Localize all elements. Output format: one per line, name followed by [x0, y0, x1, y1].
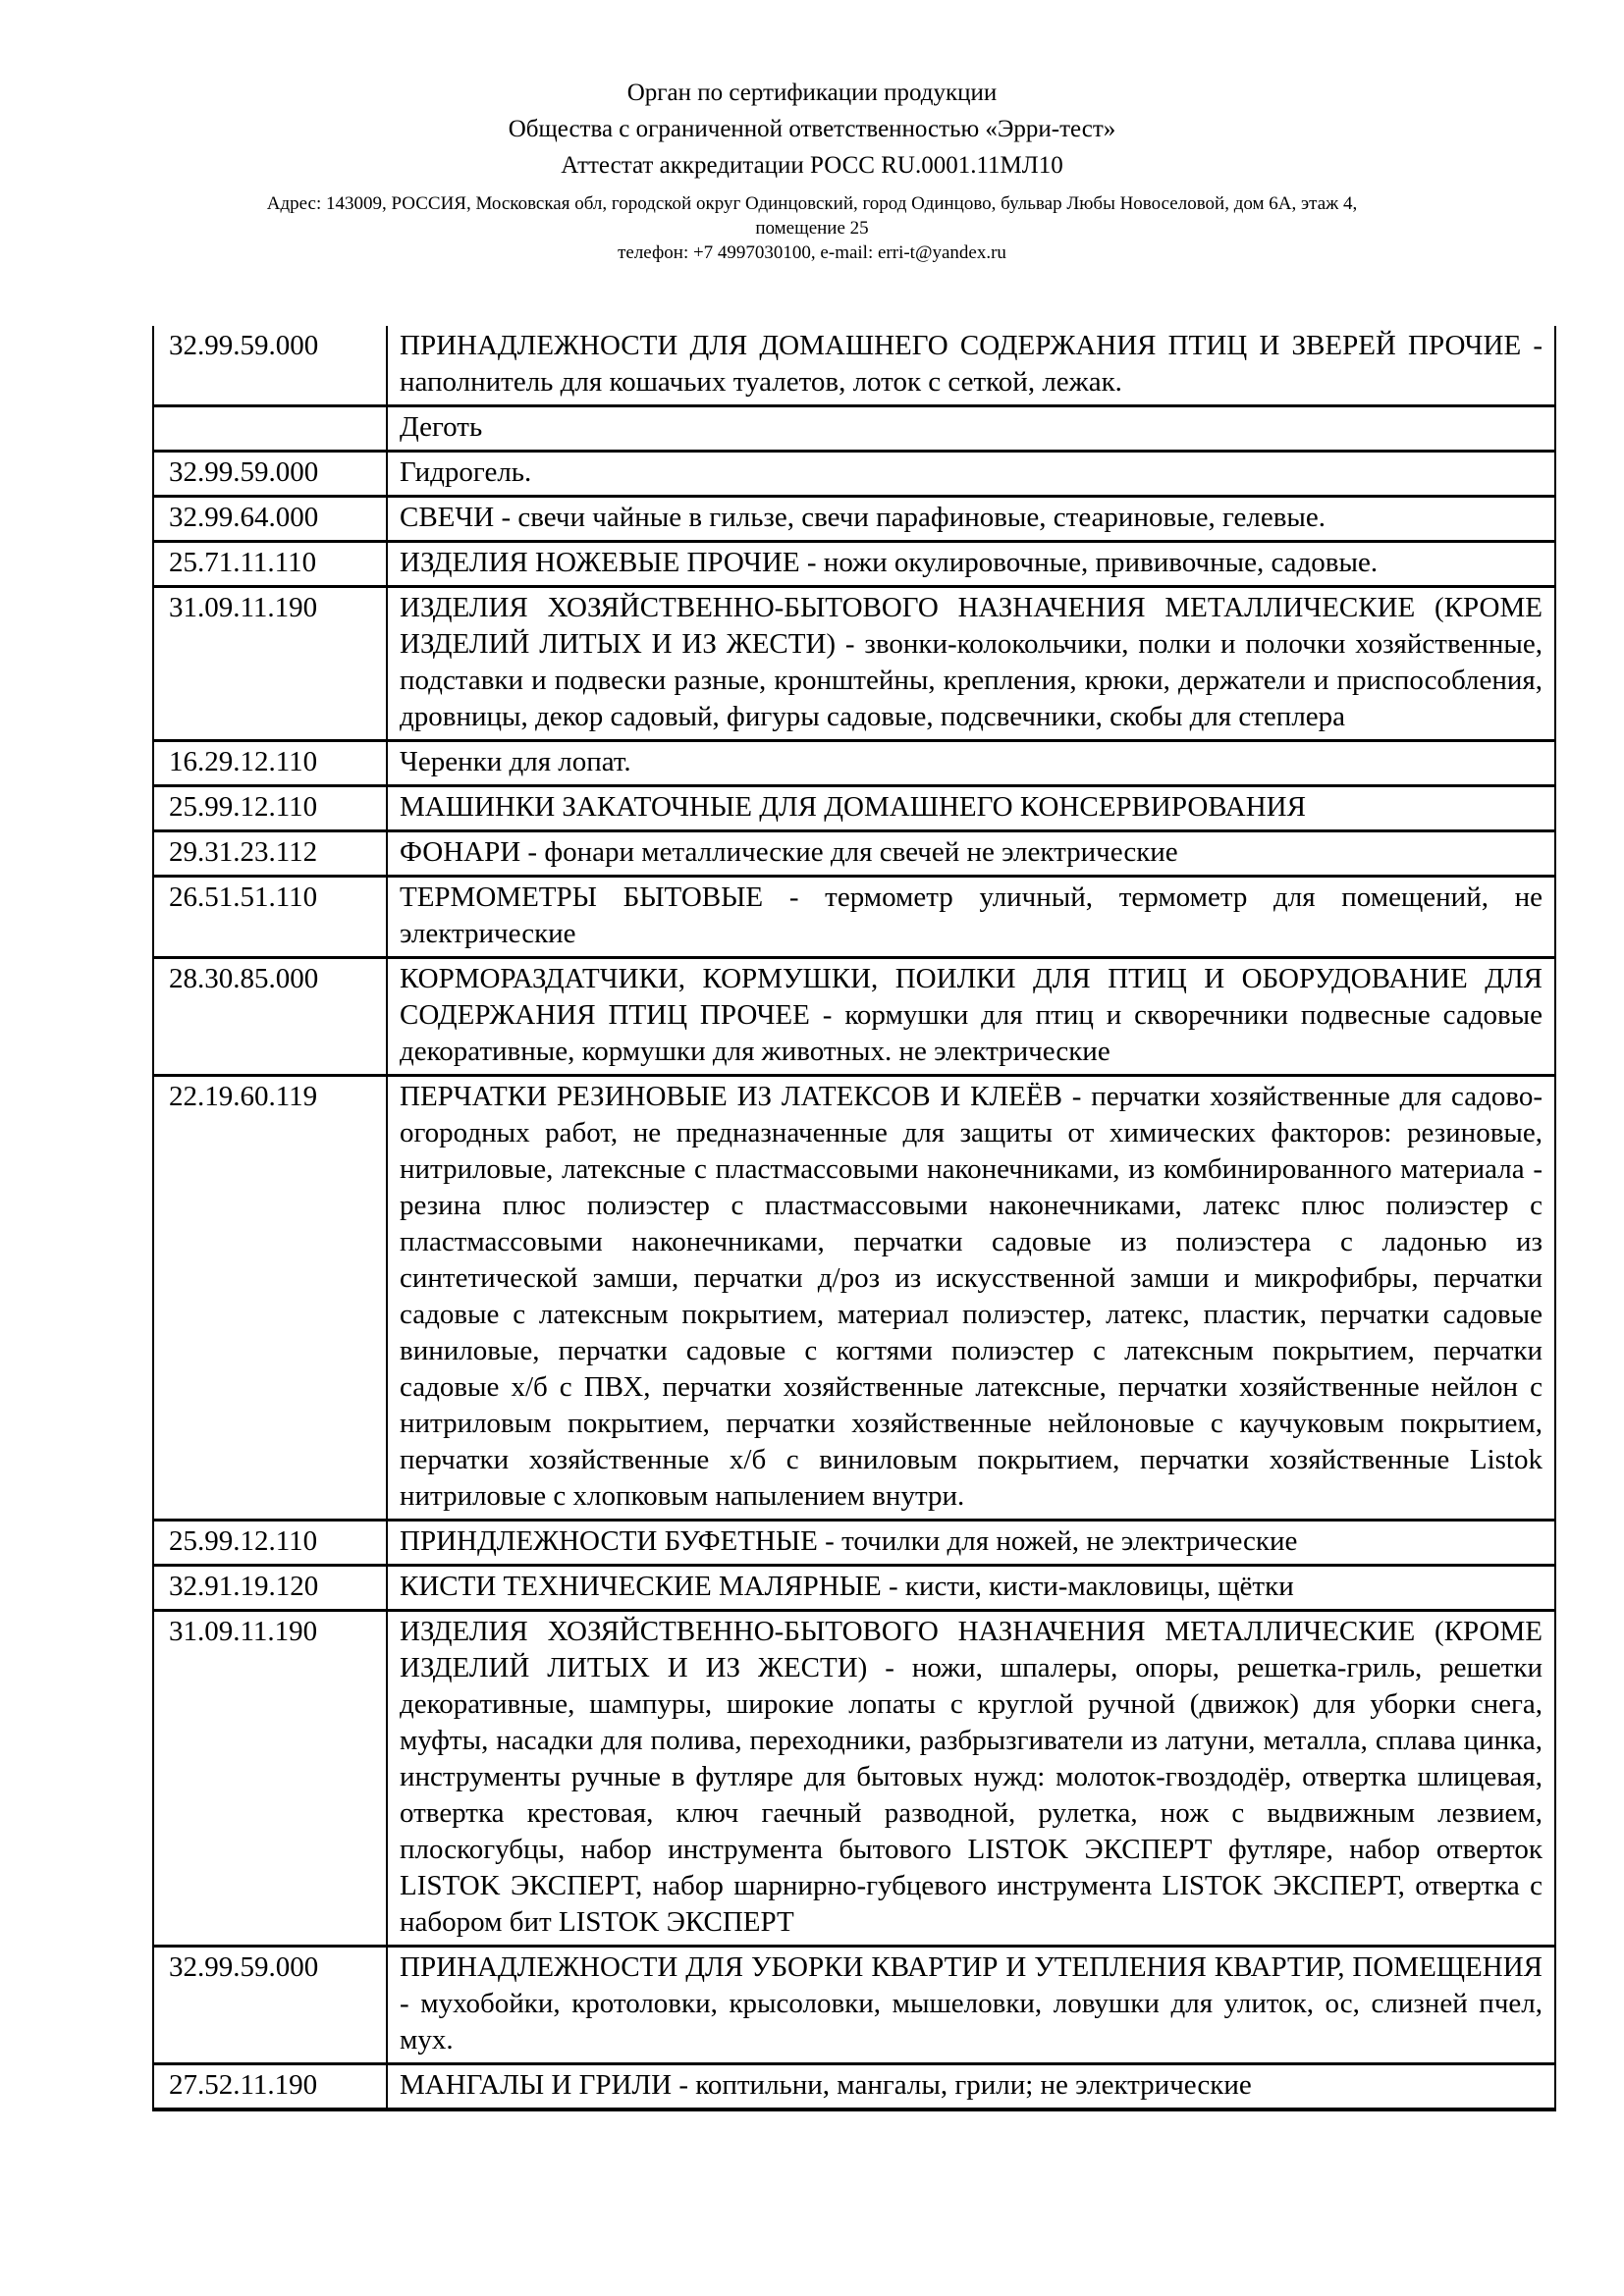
org-phone-email: телефон: +7 4997030100, e-mail: erri-t@yandex.ru [618, 242, 1006, 263]
product-code: 27.52.11.190 [153, 2064, 387, 2110]
product-code: 22.19.60.119 [153, 1076, 387, 1521]
org-address-line1: Адрес: 143009, РОССИЯ, Московская обл, городской округ Одинцовский, город Одинцово, бульвар Любы Новоселовой, дом 6А, этаж 4, [266, 193, 1358, 214]
product-title: ПРИНДЛЕЖНОСТИ БУФЕТНЫЕ [400, 1525, 818, 1557]
product-code [153, 406, 387, 452]
product-desc-text: Гидрогель. [400, 456, 532, 488]
product-code: 28.30.85.000 [153, 958, 387, 1076]
product-description [387, 831, 1555, 877]
product-title: МАШИНКИ ЗАКАТОЧНЫЕ ДЛЯ ДОМАШНЕГО КОНСЕРВИРОВАНИЯ [400, 791, 1306, 823]
product-code: 25.99.12.110 [153, 786, 387, 831]
product-title: ПЕРЧАТКИ РЕЗИНОВЫЕ ИЗ ЛАТЕКСОВ И КЛЕЁВ [400, 1081, 1062, 1112]
accreditation-line: Аттестат аккредитации РОСС RU.0001.11МЛ10 [561, 152, 1063, 179]
product-description [387, 741, 1555, 786]
document-header [0, 75, 1624, 265]
product-desc-text: - кисти, кисти-макловицы, щётки [889, 1571, 1294, 1602]
product-title: КОРМОРАЗДАТЧИКИ, КОРМУШКИ, ПОИЛКИ ДЛЯ ПТИЦ И ОБОРУДОВАНИЕ ДЛЯ СОДЕРЖАНИЯ ПТИЦ ПРОЧЕЕ [400, 963, 1543, 1031]
product-description [387, 1947, 1555, 2064]
product-description [387, 1076, 1555, 1521]
product-code: 32.99.59.000 [153, 452, 387, 497]
product-desc-text: Черенки для лопат. [400, 746, 631, 777]
product-title: КИСТИ ТЕХНИЧЕСКИЕ МАЛЯРНЫЕ [400, 1571, 882, 1602]
product-desc-text: Деготь [400, 411, 483, 443]
table-row [153, 1611, 1555, 1947]
table-row [153, 326, 1555, 406]
table-row [153, 1566, 1555, 1611]
product-code: 29.31.23.112 [153, 831, 387, 877]
product-desc-text: - термометр уличный, термометр для помещений, не электрические [400, 881, 1543, 949]
table-row [153, 587, 1555, 741]
product-desc-text: - ножи, шпалеры, опоры, решетка-гриль, решетки декоративные, шампуры, широкие лопаты с круглой ручной (движок) для уборки снега, муфты, насадки для полива, переходники, разбрызгиватели из латуни, металла, сплава цинка, инструменты ручные в футляре для бытовых нужд: молоток-гвоздодёр, отвертка шлицевая, отвертка крестовая, ключ гаечный разводной, рулетка, нож с выдвижным лезвием, плоскогубцы, набор инструмента бытового LISTOK ЭКСПЕРТ футляре, набор отверток LISTOK ЭКСПЕРТ, набор шарнирно-губцевого инструмента LISTOK ЭКСПЕРТ, отвертка с набором бит LISTOK ЭКСПЕРТ [400, 1652, 1543, 1938]
product-desc-text: - кормушки для птиц и скворечники подвесные садовые декоративные, кормушки для животных. не электрические [400, 999, 1543, 1067]
product-code: 32.99.64.000 [153, 497, 387, 542]
table-row [153, 831, 1555, 877]
product-title: ИЗДЕЛИЯ ХОЗЯЙСТВЕННО-БЫТОВОГО НАЗНАЧЕНИЯ МЕТАЛЛИЧЕСКИЕ (КРОМЕ ИЗДЕЛИЙ ЛИТЫХ И ИЗ ЖЕСТИ) [400, 592, 1543, 660]
product-title: ФОНАРИ [400, 836, 521, 868]
product-title: ПРИНАДЛЕЖНОСТИ ДЛЯ УБОРКИ КВАРТИР И УТЕПЛЕНИЯ КВАРТИР, ПОМЕЩЕНИЯ [400, 1951, 1543, 1983]
product-title: ИЗДЕЛИЯ НОЖЕВЫЕ ПРОЧИЕ [400, 547, 800, 578]
product-code: 25.99.12.110 [153, 1521, 387, 1566]
table-row [153, 786, 1555, 831]
product-desc-text: - свечи чайные в гильзе, свечи парафиновые, стеариновые, гелевые. [501, 502, 1326, 533]
table-row [153, 877, 1555, 958]
product-code: 32.99.59.000 [153, 326, 387, 406]
table-row [153, 1947, 1555, 2064]
product-desc-text: - ножи окулировочные, прививочные, садовые. [806, 547, 1379, 578]
product-title: ТЕРМОМЕТРЫ БЫТОВЫЕ [400, 881, 764, 913]
table-row [153, 2064, 1555, 2110]
product-desc-text: - мухобойки, кротоловки, крысоловки, мышеловки, ловушки для улиток, ос, слизней пчел, мух. [400, 1988, 1543, 2056]
product-desc-text: - перчатки хозяйственные для садово-огородных работ, не предназначенные для защиты от химических факторов: резиновые, нитриловые, латексные с пластмассовыми наконечниками, из комбинированного материала - резина плюс полиэстер с пластмассовыми наконечниками, латекс плюс полиэстер с пластмассовыми наконечниками, перчатки садовые из полиэстера с ладонью из синтетической замши, перчатки д/роз из искусственной замши и микрофибры, перчатки садовые с латексным покрытием, материал полиэстер, латекс, пластик, перчатки садовые виниловые, перчатки садовые с когтями полиэстер с латексным покрытием, перчатки садовые х/б с ПВХ, перчатки хозяйственные латексные, перчатки хозяйственные нейлон с нитриловым покрытием, перчатки хозяйственные нейлоновые с каучуковым покрытием, перчатки хозяйственные х/б с виниловым покрытием, перчатки хозяйственные Listok нитриловые с хлопковым напылением внутри. [400, 1081, 1543, 1512]
product-desc-text: - фонари металлические для свечей не электрические [527, 836, 1178, 868]
product-description [387, 542, 1555, 587]
product-title: ИЗДЕЛИЯ ХОЗЯЙСТВЕННО-БЫТОВОГО НАЗНАЧЕНИЯ МЕТАЛЛИЧЕСКИЕ (КРОМЕ ИЗДЕЛИЙ ЛИТЫХ И ИЗ ЖЕСТИ) [400, 1616, 1543, 1683]
table-row [153, 406, 1555, 452]
product-description [387, 1521, 1555, 1566]
table-row [153, 452, 1555, 497]
product-table [152, 326, 1556, 2111]
product-description [387, 587, 1555, 741]
product-title: МАНГАЛЫ И ГРИЛИ [400, 2069, 673, 2101]
org-name-line: Общества с ограниченной ответственностью «Эрри-тест» [508, 116, 1116, 142]
product-code: 16.29.12.110 [153, 741, 387, 786]
product-description [387, 452, 1555, 497]
product-code: 31.09.11.190 [153, 587, 387, 741]
product-title: ПРИНАДЛЕЖНОСТИ ДЛЯ ДОМАШНЕГО СОДЕРЖАНИЯ ПТИЦ И ЗВЕРЕЙ ПРОЧИЕ [400, 330, 1522, 361]
table-row [153, 1521, 1555, 1566]
product-description [387, 958, 1555, 1076]
product-description [387, 1566, 1555, 1611]
org-type-line: Орган по сертификации продукции [626, 80, 998, 106]
product-desc-text: - точилки для ножей, не электрические [825, 1525, 1298, 1557]
org-contact-block [0, 191, 1624, 265]
product-code: 26.51.51.110 [153, 877, 387, 958]
product-code: 31.09.11.190 [153, 1611, 387, 1947]
product-description [387, 786, 1555, 831]
product-desc-text: - звонки-колокольчики, полки и полочки хозяйственные, подставки и подвески разные, кронштейны, крепления, крюки, держатели и приспособления, дровницы, декор садовый, фигуры садовые, подсвечники, скобы для степлера [400, 628, 1543, 732]
product-description [387, 877, 1555, 958]
table-row [153, 958, 1555, 1076]
table-row [153, 497, 1555, 542]
org-address-line2: помещение 25 [755, 218, 869, 239]
product-description [387, 406, 1555, 452]
product-desc-text: - наполнитель для кошачьих туалетов, лоток с сеткой, лежак. [400, 330, 1543, 398]
table-row [153, 741, 1555, 786]
product-description [387, 497, 1555, 542]
product-code: 32.99.59.000 [153, 1947, 387, 2064]
table-row [153, 542, 1555, 587]
product-code: 32.91.19.120 [153, 1566, 387, 1611]
product-description [387, 1611, 1555, 1947]
product-title: СВЕЧИ [400, 502, 495, 533]
product-description [387, 326, 1555, 406]
product-desc-text: - коптильни, мангалы, грили; не электрические [678, 2069, 1252, 2101]
table-row [153, 1076, 1555, 1521]
product-code: 25.71.11.110 [153, 542, 387, 587]
product-description [387, 2064, 1555, 2110]
